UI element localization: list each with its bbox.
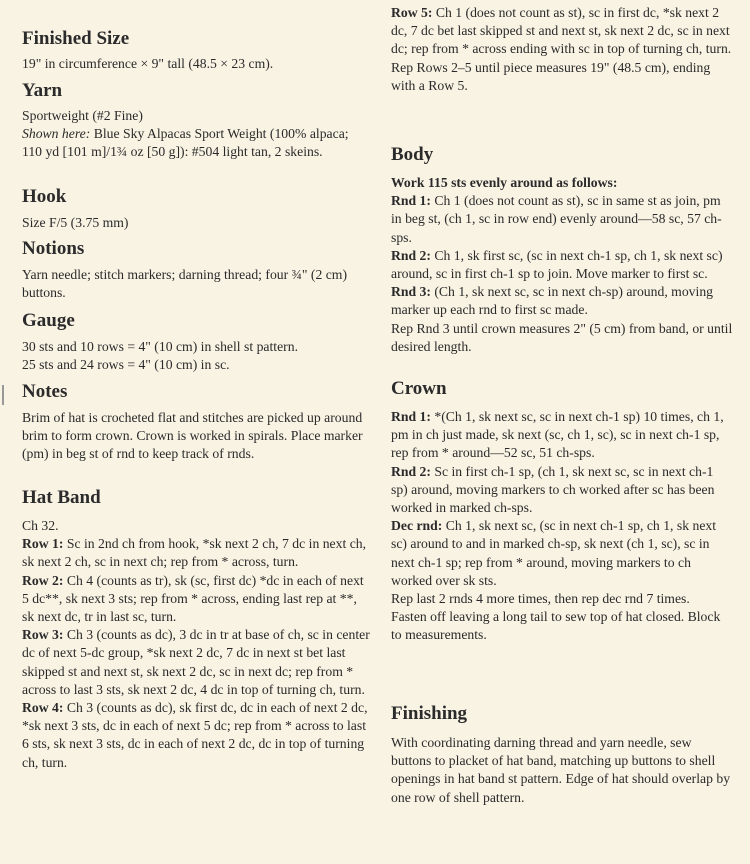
crown-heading: Crown (391, 378, 447, 399)
crown-dec-rnd (391, 517, 733, 590)
row-2-text: Ch 4 (counts as tr), sk (sc, first dc) *dc in each of next 5 dc**, sk next 3 sts; rep from * across, ending last rep at **, sk next dc, tr in last sc, turn. (22, 572, 364, 625)
row-1-text: Sc in 2nd ch from hook, *sk next 2 ch, 7 dc in next ch, sk next 2 ch, sc in next ch; rep from * across, turn. (22, 536, 367, 570)
body-rnd-3 (391, 283, 733, 319)
shown-here-label: Shown here: (22, 126, 91, 142)
hat-band-row-2 (22, 572, 370, 627)
hat-band-section (22, 517, 370, 772)
body-rnd-2 (391, 247, 733, 283)
hat-band-row-3 (22, 626, 370, 699)
gauge-section (22, 338, 370, 374)
crown-rnd-2-text: Sc in first ch-1 sp, (ch 1, sk next sc, sc in next ch-1 sp) around, moving markers to ch worked after sc has been worked in marked ch-sps. (391, 463, 715, 516)
body-rnd-1-label: Rnd 1: (391, 193, 431, 209)
hat-band-row-4 (22, 699, 370, 772)
hook-text: Size F/5 (3.75 mm) (22, 215, 129, 230)
dec-rnd-label: Dec rnd: (391, 518, 443, 534)
gauge-heading: Gauge (22, 310, 75, 331)
row-5-text: Ch 1 (does not count as st), sc in first dc, *sk next 2 dc, 7 dc bet last skipped st and next st, sk next 2 dc, sc in next dc; rep from * across ending with sc in top of turning ch, turn. (391, 5, 732, 57)
yarn-heading: Yarn (22, 80, 63, 101)
body-rnd-3-text: (Ch 1, sk next sc, sc in next ch-sp) around, moving marker up each rnd to first sc made. (391, 284, 714, 318)
hat-band-row-5 (391, 4, 733, 59)
row-4-text: Ch 3 (counts as dc), sk first dc, dc in each of next 2 dc, *sk next 3 sts, dc in each of next 5 dc; rep from * across to last 6 sts, sk next 3 sts, dc in each of next 2 dc, dc in top of turning ch, turn. (22, 700, 368, 770)
finishing-heading: Finishing (391, 703, 468, 724)
row-5-section (391, 4, 733, 95)
crown-rnd-1-label: Rnd 1: (391, 409, 431, 424)
crown-rnd-2 (391, 463, 733, 518)
yarn-shown-here (22, 125, 370, 161)
yarn-weight: Sportweight (#2 Fine) (22, 108, 143, 123)
body-rnd-1-text: Ch 1 (does not count as st), sc in same st as join, pm in beg st, (ch 1, sc in row end) evenly around—58 sc, 57 ch-sps. (391, 193, 722, 245)
body-rnd-2-text: Ch 1, sk first sc, (sc in next ch-1 sp, ch 1, sk next sc) around, sc in first ch-1 sp to join. Move marker to first sc. (391, 247, 723, 282)
body-intro: Work 115 sts evenly around as follows: (391, 175, 618, 190)
scan-edge-mark (2, 385, 4, 405)
row-3-text: Ch 3 (counts as dc), 3 dc in tr at base of ch, sc in center dc of next 5-dc group, *sk next 2 dc, 7 dc in next st bet last skipped st and next st, sk next 2 dc, sc in next dc; rep from * across to last 3 sts, sk next 2 dc, 4 dc in top of turning ch, turn. (22, 627, 370, 697)
hat-band-row-1 (22, 535, 370, 571)
body-heading: Body (391, 144, 434, 165)
finished-size-heading: Finished Size (22, 28, 130, 49)
dec-rnd-text: Ch 1, sk next sc, (sc in next ch-1 sp, ch 1, sk next sc) around to and in marked ch-sp, sk next (ch 1, sc), sc in next ch-1 sp; rep from * around, moving markers to ch worked over sk sts. (391, 518, 717, 588)
notes-heading: Notes (22, 381, 68, 402)
body-section (391, 174, 733, 356)
finished-size-text: 19" in circumference × 9" tall (48.5 × 23 cm). (22, 56, 274, 71)
row-1-label: Row 1: (22, 536, 64, 552)
row-2-label: Row 2: (22, 572, 64, 588)
body-rnd-1 (391, 192, 733, 247)
gauge-line-2: 25 sts and 24 rows = 4" (10 cm) in sc. (22, 357, 230, 373)
rep-rows-text: Rep Rows 2–5 until piece measures 19" (48.5 cm), ending with a Row 5. (391, 59, 711, 93)
crown-rnd-1 (391, 408, 733, 463)
notions-text: Yarn needle; stitch markers; darning thread; four ¾" (2 cm) buttons. (22, 267, 347, 301)
crown-rnd-1-text: *(Ch 1, sk next sc, sc in next ch-1 sp) 10 times, ch 1, pm in ch just made, sk next (sc, ch 1, sc), sc in next ch-1 sp, rep from * around—52 sc, 51 ch-sps. (391, 409, 724, 461)
finishing-text: With coordinating darning thread and yarn needle, sew buttons to placket of hat band, matching up buttons to shell openings in hat band st pattern. Edge of hat should overlap by one row of shell pattern. (391, 735, 731, 805)
crown-fasten-text: Fasten off leaving a long tail to sew top of hat closed. Block to measurements. (391, 609, 721, 643)
body-rep-text: Rep Rnd 3 until crown measures 2" (5 cm) from band, or until desired length. (391, 320, 733, 354)
row-4-label: Row 4: (22, 700, 64, 716)
yarn-section (22, 107, 370, 162)
body-rnd-3-label: Rnd 3: (391, 284, 431, 300)
gauge-line-1: 30 sts and 10 rows = 4" (10 cm) in shell st pattern. (22, 339, 298, 354)
shown-here-text: Blue Sky Alpacas Sport Weight (100% alpaca; 110 yd [101 m]/1¾ oz [50 g]): #504 light tan, 2 skeins. (22, 126, 349, 160)
notions-heading: Notions (22, 238, 85, 259)
crown-rep-text: Rep last 2 rnds 4 more times, then rep dec rnd 7 times. (391, 591, 690, 607)
hat-band-heading: Hat Band (22, 487, 101, 508)
crown-section (391, 408, 733, 645)
hook-heading: Hook (22, 186, 67, 207)
row-5-label: Row 5: (391, 5, 433, 20)
crown-rnd-2-label: Rnd 2: (391, 463, 431, 479)
hat-band-chain: Ch 32. (22, 518, 59, 533)
row-3-label: Row 3: (22, 627, 64, 643)
notes-text: Brim of hat is crocheted flat and stitches are picked up around brim to form crown. Crown is worked in spirals. Place marker (pm) in beg st of rnd to keep track of rnds. (22, 410, 363, 462)
body-rnd-2-label: Rnd 2: (391, 247, 431, 263)
